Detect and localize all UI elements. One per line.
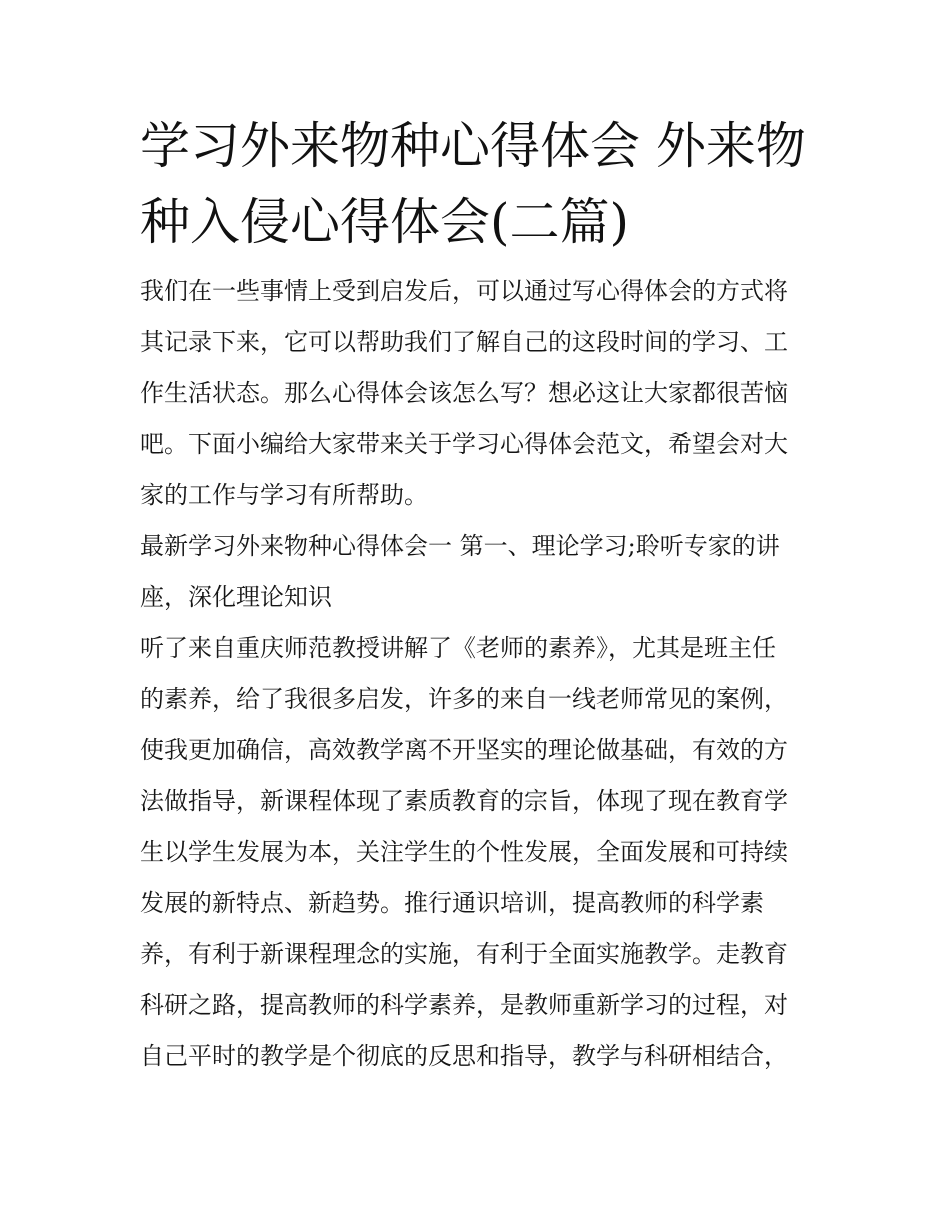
text-line: 科研之路，提高教师的科学素养，是教师重新学习的过程，对 — [140, 991, 788, 1019]
text-line: 使我更加确信，高效教学离不开坚实的理论做基础，有效的方 — [140, 736, 788, 764]
text-line: 听了来自重庆师范教授讲解了《老师的素养》，尤其是班主任 — [140, 634, 776, 662]
title-line: 学习外来物种心得体会 外来物 — [140, 117, 806, 175]
text-line: 的素养，给了我很多启发，许多的来自一线老师常见的案例， — [140, 685, 788, 713]
text-line: 其记录下来，它可以帮助我们了解自己的这段时间的学习、工 — [140, 328, 788, 356]
text-line: 自己平时的教学是个彻底的反思和指导，教学与科研相结合， — [140, 1042, 788, 1070]
text-line: 作生活状态。那么心得体会该怎么写？想必这让大家都很苦恼 — [140, 379, 788, 407]
text-line: 座，深化理论知识 — [140, 583, 332, 611]
text-line: 生以学生发展为本，关注学生的个性发展，全面发展和可持续 — [140, 838, 788, 866]
intro-paragraph — [140, 266, 820, 521]
document-title — [140, 108, 820, 260]
body-paragraph — [140, 623, 820, 1082]
text-line: 法做指导，新课程体现了素质教育的宗旨，体现了现在教育学 — [140, 787, 788, 815]
title-line: 种入侵心得体会(二篇) — [140, 193, 630, 251]
text-line: 最新学习外来物种心得体会一 第一、理论学习;聆听专家的讲 — [140, 532, 780, 560]
text-line: 吧。下面小编给大家带来关于学习心得体会范文，希望会对大 — [140, 430, 788, 458]
document-content — [140, 108, 820, 1082]
text-line: 养，有利于新课程理念的实施，有利于全面实施教学。走教育 — [140, 940, 788, 968]
text-line: 发展的新特点、新趋势。推行通识培训，提高教师的科学素 — [140, 889, 764, 917]
text-line: 我们在一些事情上受到启发后，可以通过写心得体会的方式将 — [140, 277, 788, 305]
text-line: 家的工作与学习有所帮助。 — [140, 481, 428, 509]
section-heading-paragraph — [140, 521, 820, 623]
